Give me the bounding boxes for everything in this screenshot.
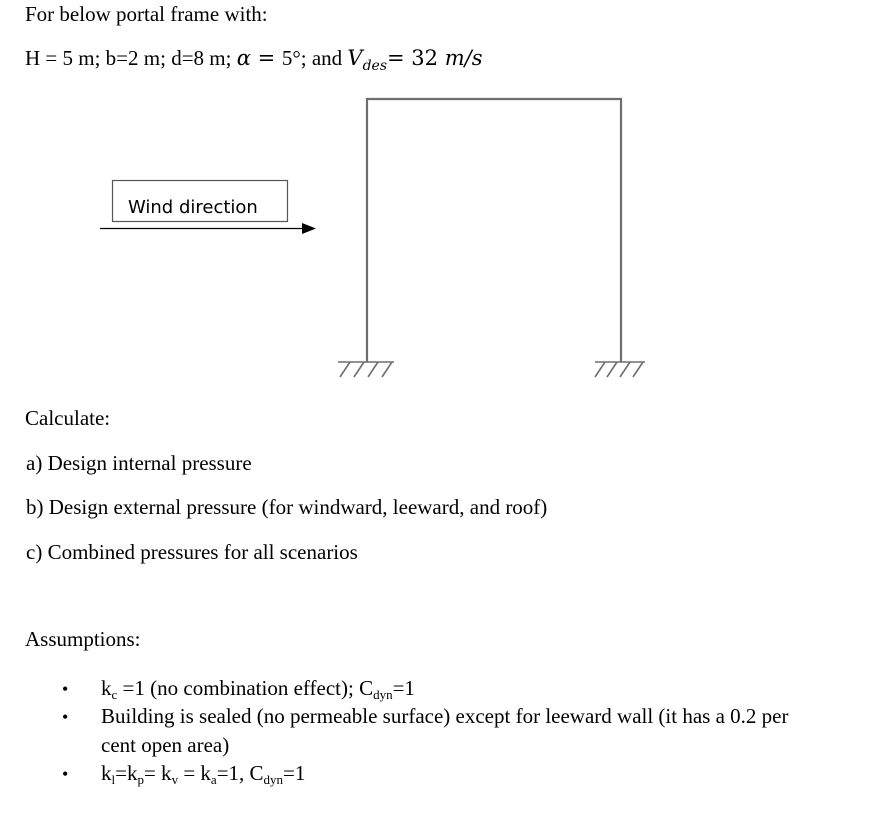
velocity-value: 32 — [411, 46, 445, 70]
alpha-equals: = — [250, 46, 282, 70]
assumption-item-3 — [101, 761, 305, 792]
assumption-item-2-line2: cent open area) — [101, 733, 230, 757]
right-fixed-support-icon — [595, 362, 645, 377]
bullet-icon: • — [62, 764, 69, 784]
wind-direction-label: Wind direction — [128, 197, 258, 218]
bullet-icon: • — [62, 707, 69, 727]
k-subscript: v — [171, 772, 179, 787]
alpha-symbol: α — [236, 46, 251, 70]
c-symbol: =1, C — [216, 761, 264, 785]
k-subscript: a — [210, 772, 217, 787]
k-symbol: k — [101, 761, 112, 785]
velocity-equals: = — [387, 46, 412, 70]
calculate-item-c: c) Combined pressures for all scenarios — [26, 540, 358, 564]
intro-line: For below portal frame with: — [25, 2, 268, 26]
velocity-symbol: V — [347, 46, 363, 70]
assumption-text: =1 (no combination effect); C — [117, 676, 374, 700]
k-symbol: =k — [115, 761, 138, 785]
k-subscript: p — [137, 772, 144, 787]
wind-arrow-head-icon — [302, 223, 316, 234]
bullet-icon: • — [62, 679, 69, 699]
k-subscript: c — [111, 687, 118, 702]
dimension-params: H = 5 m; b=2 m; d=8 m; — [25, 46, 237, 70]
assumption-item-1 — [101, 676, 415, 707]
calculate-item-b: b) Design external pressure (for windward, leeward, and roof) — [26, 495, 548, 519]
assumption-text-end: =1 — [283, 761, 306, 785]
left-fixed-support-icon — [338, 362, 394, 377]
assumptions-heading: Assumptions: — [25, 627, 141, 651]
alpha-value: 5° — [281, 46, 301, 70]
assumption-item-2-line1: Building is sealed (no permeable surface) except for leeward wall (it has a 0.2 per — [101, 704, 789, 728]
k-symbol: = k — [143, 761, 172, 785]
k-symbol: = k — [178, 761, 211, 785]
calculate-item-a: a) Design internal pressure — [26, 451, 252, 475]
assumption-text-end: =1 — [392, 676, 415, 700]
c-subscript: dyn — [263, 772, 284, 787]
k-symbol: k — [101, 676, 112, 700]
velocity-subscript: des — [362, 58, 388, 74]
portal-frame — [367, 99, 621, 362]
and-text: ; and — [300, 46, 348, 70]
c-subscript: dyn — [373, 687, 393, 702]
k-subscript: l — [111, 772, 116, 787]
calculate-heading: Calculate: — [25, 406, 111, 430]
velocity-unit: m/s — [444, 46, 483, 70]
